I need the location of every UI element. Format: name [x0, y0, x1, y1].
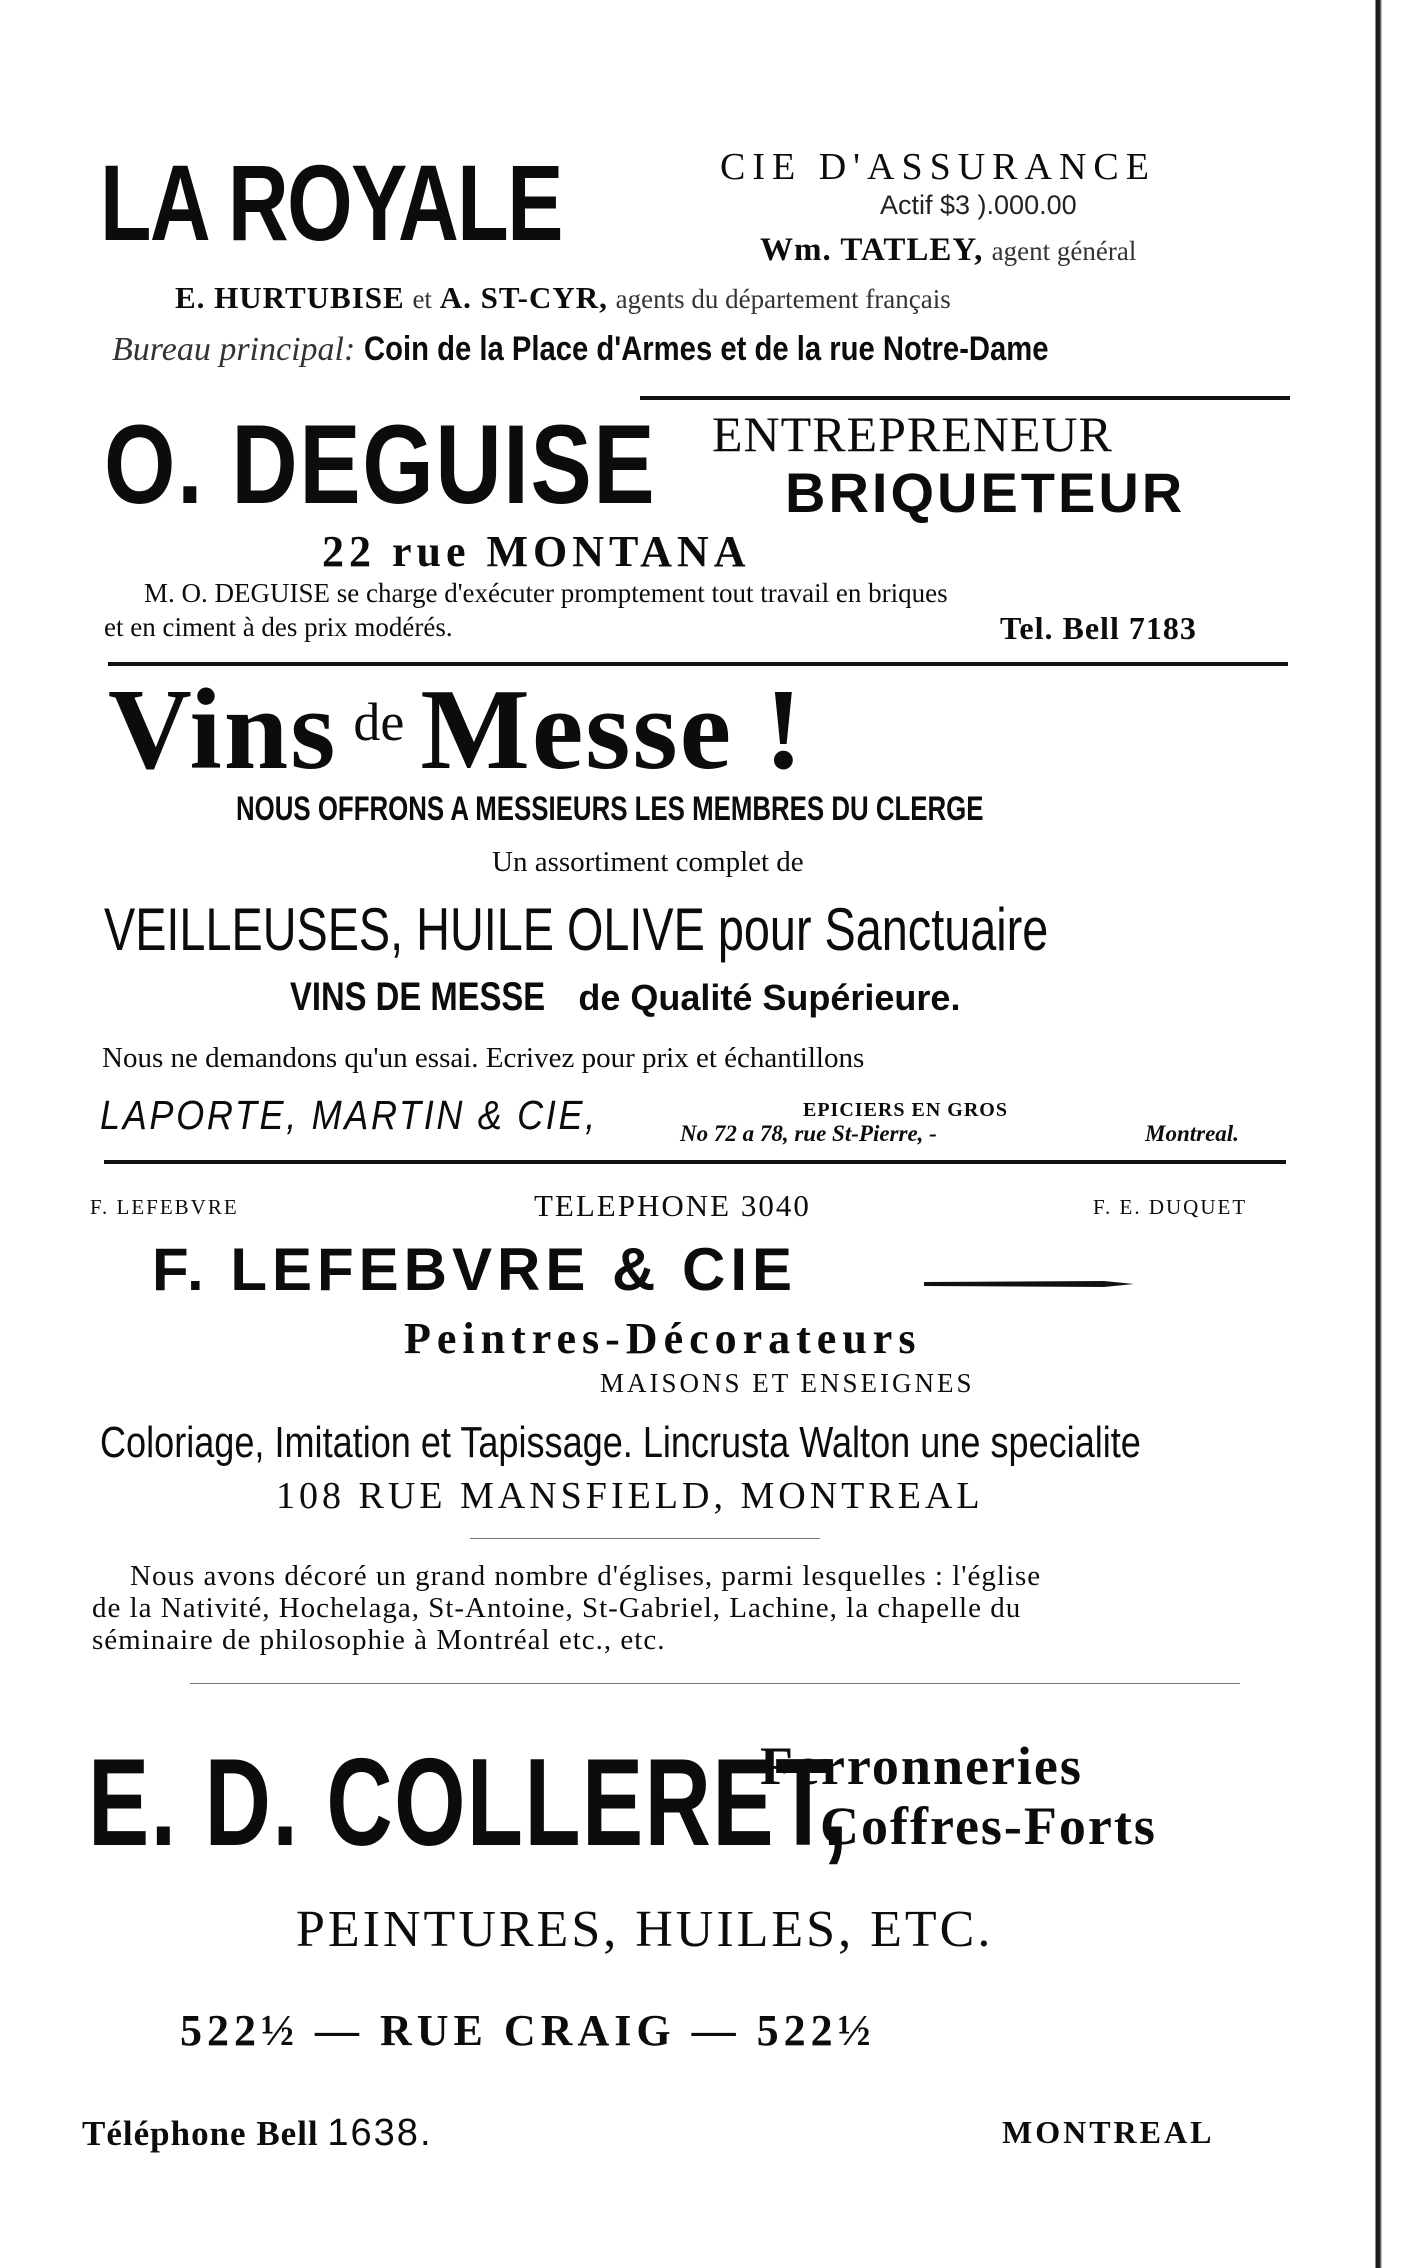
- page-edge: [1368, 0, 1402, 2268]
- colleret-line2: Coffres-Forts: [820, 1796, 1157, 1856]
- divider-1: [640, 396, 1290, 400]
- vins-label: VINS DE MESSE: [290, 975, 546, 1019]
- colleret-address: 522½ — RUE CRAIG — 522½: [180, 2006, 876, 2055]
- lefebvre-address: 108 RUE MANSFIELD, MONTREAL: [276, 1475, 984, 1517]
- vins-epiciers: EPICIERS EN GROS: [803, 1099, 1008, 1121]
- agent-name: Wm. TATLEY,: [760, 232, 984, 268]
- lefebvre-right-name: F. E. DUQUET: [1093, 1195, 1248, 1219]
- deguise-address: 22 rue MONTANA: [322, 527, 751, 576]
- vins-essai: Nous ne demandons qu'un essai. Ecrivez pour prix et échantillons: [102, 1042, 865, 1074]
- agents-desc: agents du département français: [615, 284, 951, 314]
- vins-title: [108, 666, 805, 794]
- deguise-title1: ENTREPRENEUR: [712, 406, 1113, 462]
- royale-actif: Actif $3 ).000.00: [880, 190, 1077, 220]
- lefebvre-coloriage: Coloriage, Imitation et Tapissage. Lincrusta Walton une specialite: [100, 1418, 1141, 1467]
- lefebvre-trade: Peintres-Décorateurs: [404, 1314, 922, 1363]
- deguise-title2: BRIQUETEUR: [785, 461, 1186, 524]
- divider-3: [104, 1160, 1286, 1164]
- vins-title-b: Messe !: [420, 666, 805, 794]
- colleret-tel-number: 1638.: [327, 2112, 433, 2154]
- lefebvre-maisons: MAISONS ET ENSEIGNES: [600, 1368, 975, 1398]
- agent-et: et: [412, 284, 432, 314]
- vins-title-de: de: [353, 692, 405, 752]
- deguise-desc-line2: et en ciment à des prix modérés.: [104, 612, 453, 642]
- bureau-label: Bureau principal:: [112, 331, 356, 368]
- vins-city: Montreal.: [1145, 1121, 1239, 1146]
- royale-name: LA ROYALE: [100, 142, 562, 263]
- bureau-address: Coin de la Place d'Armes et de la rue Notre-Dame: [363, 330, 1049, 368]
- vins-qualite-line: [290, 975, 960, 1020]
- agent1: E. HURTUBISE: [175, 280, 405, 315]
- agent-title: agent général: [991, 236, 1137, 266]
- lefebvre-note-line3: séminaire de philosophie à Montréal etc., etc.: [92, 1624, 666, 1656]
- colleret-line1: Ferronneries: [760, 1736, 1083, 1796]
- agent2: A. ST-CYR,: [439, 280, 608, 315]
- colleret-city: MONTREAL: [1002, 2114, 1215, 2150]
- divider-4: [190, 1683, 1240, 1684]
- lefebvre-note-line2: de la Nativité, Hochelaga, St-Antoine, St-Gabriel, Lachine, la chapelle du: [92, 1592, 1022, 1624]
- flourish-arrow: [924, 1280, 1134, 1288]
- vins-veilleuses: VEILLEUSES, HUILE OLIVE pour Sanctuaire: [104, 896, 1049, 963]
- colleret-tel-label: Téléphone Bell: [82, 2114, 319, 2153]
- royale-agents-line: [175, 280, 951, 316]
- colleret-peintures: PEINTURES, HUILES, ETC.: [296, 1901, 994, 1958]
- vins-offrons: NOUS OFFRONS A MESSIEURS LES MEMBRES DU CLERGE: [236, 790, 984, 828]
- deguise-desc-line1: M. O. DEGUISE se charge d'exécuter promptement tout travail en briques: [144, 578, 948, 608]
- vins-qualite: de Qualité Supérieure.: [578, 977, 961, 1018]
- deguise-name: O. DEGUISE: [104, 402, 657, 527]
- royale-company: CIE D'ASSURANCE: [720, 146, 1156, 188]
- lefebvre-left-name: F. LEFEBVRE: [90, 1195, 239, 1219]
- royale-general-agent: [760, 232, 1136, 269]
- lefebvre-telephone: TELEPHONE 3040: [534, 1188, 811, 1223]
- colleret-telephone: [82, 2112, 433, 2155]
- vins-firm: LAPORTE, MARTIN & CIE,: [100, 1092, 598, 1138]
- lefebvre-firm: F. LEFEBVRE & CIE: [152, 1236, 798, 1303]
- divider-short: [470, 1538, 820, 1539]
- vins-assortiment: Un assortiment complet de: [492, 846, 804, 878]
- vins-address: No 72 a 78, rue St-Pierre, -: [680, 1121, 937, 1146]
- colleret-name: E. D. COLLERET,: [88, 1734, 850, 1872]
- lefebvre-note-line1: Nous avons décoré un grand nombre d'églises, parmi lesquelles : l'église: [130, 1560, 1042, 1592]
- deguise-telephone: Tel. Bell 7183: [1000, 610, 1197, 646]
- vins-title-a: Vins: [108, 666, 338, 794]
- royale-bureau-line: [112, 330, 1160, 369]
